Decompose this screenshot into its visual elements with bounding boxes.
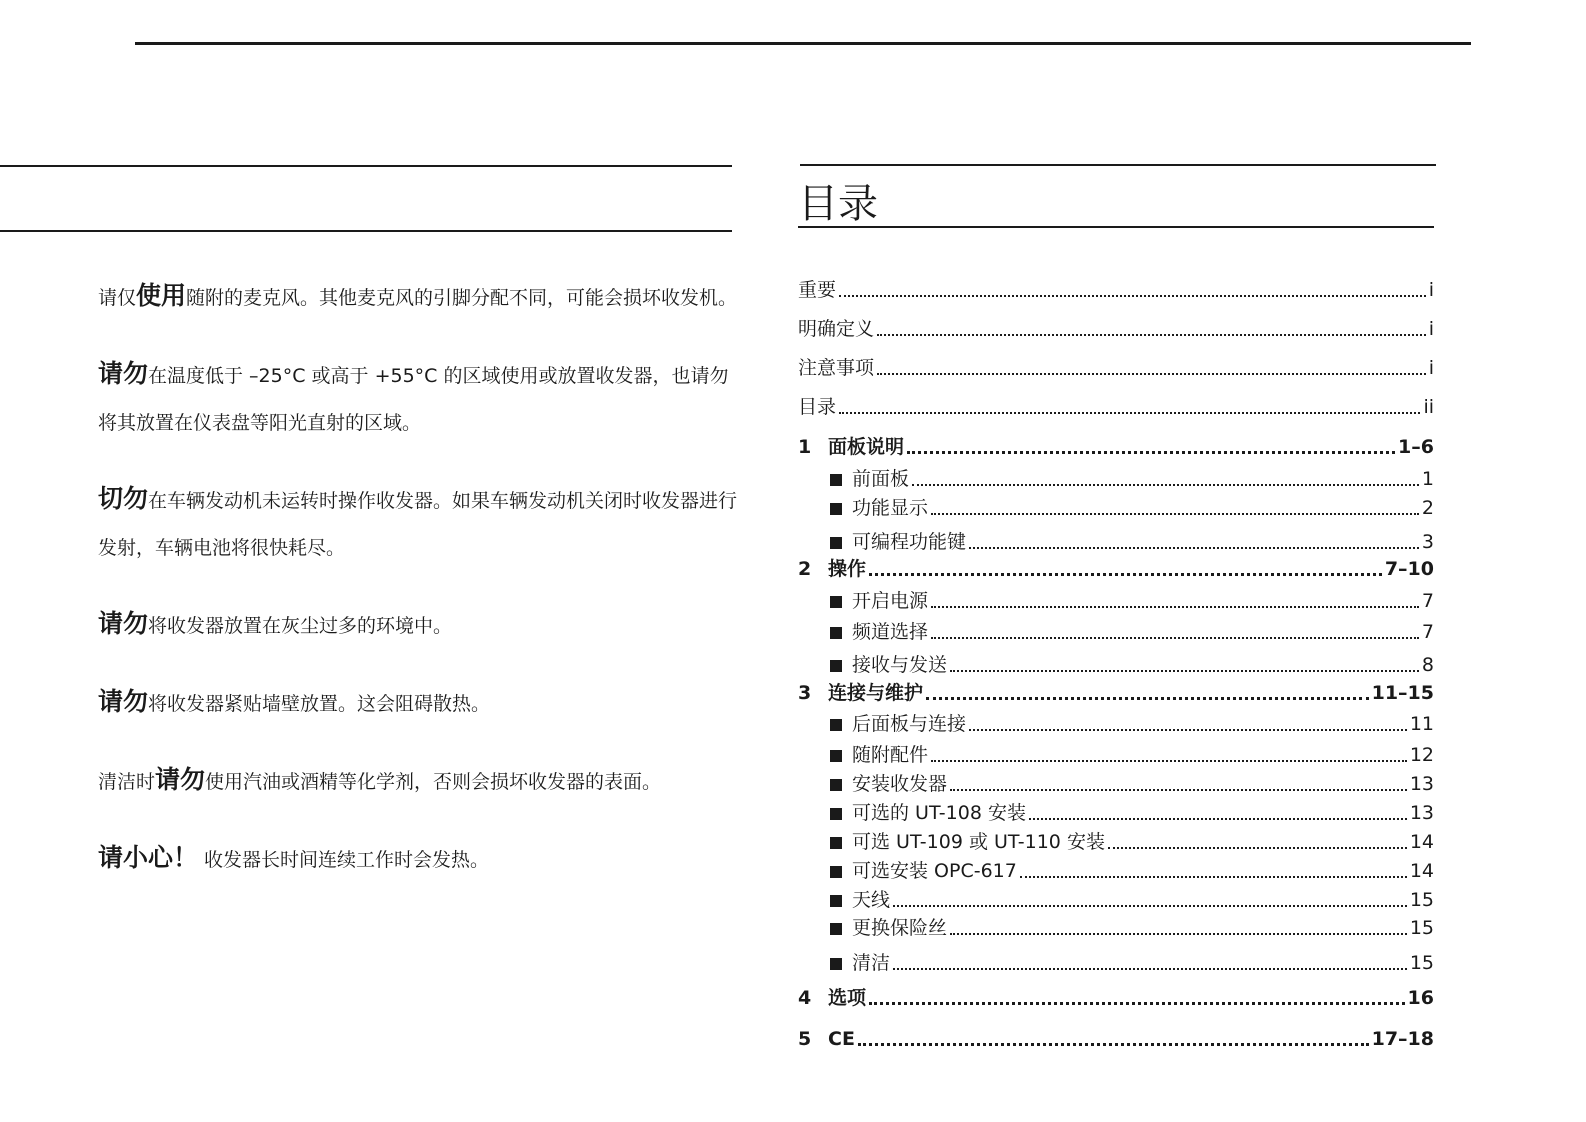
square-bullet-icon — [830, 537, 842, 549]
note-text: 将收发器放置在灰尘过多的环境中。 — [148, 615, 453, 637]
toc-dot-leader — [893, 904, 1407, 907]
note-text: 随附的麦克风。其他麦克风的引脚分配不同，可能会损坏收发机。 — [186, 287, 738, 309]
toc-label: 选项 — [828, 987, 867, 1009]
toc-title: 目录 — [798, 181, 878, 227]
square-bullet-icon — [830, 627, 842, 639]
toc-section-number: 4 — [798, 987, 812, 1009]
toc-subentry — [798, 951, 1434, 975]
toc-section — [798, 681, 1434, 705]
toc-subentry — [798, 859, 1434, 883]
toc-section-number: 5 — [798, 1028, 812, 1050]
toc-dot-leader — [877, 333, 1426, 336]
note-emphasis: 请勿 — [98, 609, 149, 638]
square-bullet-icon — [830, 660, 842, 672]
toc-label: 可选安装 OPC-617 — [852, 860, 1017, 882]
toc-label: 重要 — [798, 279, 837, 301]
toc-dot-leader — [869, 572, 1382, 576]
toc-subentry — [798, 830, 1434, 854]
note-text-pre: 请仅 — [98, 287, 137, 309]
toc-label: 注意事项 — [798, 357, 875, 379]
square-bullet-icon — [830, 866, 842, 878]
toc-dot-leader — [907, 450, 1395, 454]
note-text: 收发器长时间连续工作时会发热。 — [198, 849, 490, 871]
toc-section — [798, 1027, 1434, 1051]
toc-dot-leader — [926, 696, 1369, 700]
toc-page-number: 15 — [1409, 889, 1434, 911]
toc-subentry — [798, 530, 1434, 554]
toc-label: 天线 — [852, 889, 891, 911]
toc-entry — [798, 356, 1434, 380]
toc-label: 接收与发送 — [852, 654, 948, 676]
toc-dot-leader — [893, 967, 1407, 970]
toc-subentry — [798, 496, 1434, 520]
toc-dot-leader — [969, 728, 1407, 731]
toc-page-number: 15 — [1409, 917, 1434, 939]
toc-section — [798, 986, 1434, 1010]
toc-dot-leader — [931, 636, 1419, 639]
toc-label: 明确定义 — [798, 318, 875, 340]
toc-label: 更换保险丝 — [852, 917, 948, 939]
square-bullet-icon — [830, 923, 842, 935]
precaution-note — [98, 834, 738, 884]
toc-subentry — [798, 712, 1434, 736]
square-bullet-icon — [830, 474, 842, 486]
toc-label: 随附配件 — [852, 744, 929, 766]
toc-entry — [798, 278, 1434, 302]
toc-subentry — [798, 743, 1434, 767]
precaution-note — [98, 475, 738, 572]
right-header-rule-top — [800, 164, 1436, 166]
toc-dot-leader — [912, 483, 1419, 486]
toc-subentry — [798, 801, 1434, 825]
toc-label: 安装收发器 — [852, 773, 948, 795]
toc-subentry — [798, 467, 1434, 491]
toc-dot-leader — [1029, 817, 1407, 820]
toc-subentry — [798, 620, 1434, 644]
toc-subentry — [798, 916, 1434, 940]
precaution-note — [98, 272, 738, 322]
top-rule — [135, 42, 1471, 45]
toc-title-underline — [798, 226, 1434, 228]
toc-page-number: 1 — [1421, 468, 1434, 490]
toc-subentry — [798, 653, 1434, 677]
toc-label: 可选 UT-109 或 UT-110 安装 — [852, 831, 1105, 853]
toc-dot-leader — [869, 1001, 1405, 1005]
left-header-rule-bottom — [0, 230, 732, 232]
toc-page-number: 13 — [1409, 802, 1434, 824]
square-bullet-icon — [830, 779, 842, 791]
toc-dot-leader — [950, 932, 1407, 935]
toc-subentry — [798, 589, 1434, 613]
note-text: 使用汽油或酒精等化学剂，否则会损坏收发器的表面。 — [205, 771, 662, 793]
square-bullet-icon — [830, 719, 842, 731]
note-emphasis: 切勿 — [98, 484, 149, 513]
toc-dot-leader — [931, 605, 1419, 608]
toc-dot-leader — [931, 759, 1407, 762]
toc-dot-leader — [931, 512, 1419, 515]
toc-page-number: 15 — [1409, 952, 1434, 974]
square-bullet-icon — [830, 503, 842, 515]
toc-page-number: 7 — [1421, 621, 1434, 643]
toc-dot-leader — [1020, 875, 1407, 878]
square-bullet-icon — [830, 895, 842, 907]
toc-dot-leader — [877, 372, 1426, 375]
precaution-note — [98, 600, 738, 650]
toc-label: 面板说明 — [828, 436, 905, 458]
note-text: 在车辆发动机未运转时操作收发器。如果车辆发动机关闭时收发器进行发射，车辆电池将很快耗尽。 — [98, 490, 738, 559]
note-emphasis: 使用 — [136, 281, 187, 310]
toc-section-number: 2 — [798, 558, 812, 580]
precaution-note — [98, 756, 738, 806]
toc-page-number: 12 — [1409, 744, 1434, 766]
square-bullet-icon — [830, 596, 842, 608]
toc-page-number: 16 — [1407, 987, 1434, 1009]
precaution-notes — [98, 272, 738, 912]
toc-page-number: 3 — [1421, 531, 1434, 553]
toc-label: 目录 — [798, 396, 837, 418]
square-bullet-icon — [830, 750, 842, 762]
toc-page-number: 11–15 — [1371, 682, 1434, 704]
note-text: 将收发器紧贴墙壁放置。这会阻碍散热。 — [148, 693, 491, 715]
toc-section-number: 3 — [798, 682, 812, 704]
toc-label: 前面板 — [852, 468, 910, 490]
toc-label: 开启电源 — [852, 590, 929, 612]
toc-page-number: 11 — [1409, 713, 1434, 735]
toc-page-number: 1–6 — [1398, 436, 1434, 458]
toc-page-number: 13 — [1409, 773, 1434, 795]
toc-section-number: 1 — [798, 436, 812, 458]
toc-page-number: i — [1428, 279, 1434, 301]
toc-dot-leader — [969, 546, 1419, 549]
toc-entry — [798, 395, 1434, 419]
toc-dot-leader — [858, 1042, 1369, 1046]
toc-subentry — [798, 888, 1434, 912]
precaution-note — [98, 350, 738, 447]
toc-section — [798, 435, 1434, 459]
toc-page-number: i — [1428, 357, 1434, 379]
left-header-rule-top — [0, 165, 732, 167]
toc-label: 操作 — [828, 558, 867, 580]
toc-label: 清洁 — [852, 952, 891, 974]
toc-label: 后面板与连接 — [852, 713, 967, 735]
toc-label: 频道选择 — [852, 621, 929, 643]
toc-dot-leader — [950, 788, 1407, 791]
toc-section — [798, 557, 1434, 581]
toc-label: CE — [828, 1028, 855, 1050]
toc-dot-leader — [950, 669, 1419, 672]
toc-page-number: 7 — [1421, 590, 1434, 612]
toc-label: 连接与维护 — [828, 682, 924, 704]
toc-page-number: 17–18 — [1371, 1028, 1434, 1050]
toc-label: 可选的 UT-108 安装 — [852, 802, 1026, 824]
toc-dot-leader — [1108, 846, 1407, 849]
toc-label: 功能显示 — [852, 497, 929, 519]
toc-page-number: ii — [1423, 396, 1434, 418]
toc-entry — [798, 317, 1434, 341]
precaution-note — [98, 678, 738, 728]
note-text: 在温度低于 –25°C 或高于 +55°C 的区域使用或放置收发器，也请勿将其放置在仪表盘等阳光直射的区域。 — [98, 365, 729, 434]
note-emphasis: 请勿 — [98, 687, 149, 716]
toc-label: 可编程功能键 — [852, 531, 967, 553]
note-emphasis: 请勿 — [155, 765, 206, 794]
toc-page-number: 8 — [1421, 654, 1434, 676]
toc-page-number: 14 — [1409, 831, 1434, 853]
toc-page-number: i — [1428, 318, 1434, 340]
toc-dot-leader — [839, 294, 1426, 297]
note-emphasis: 请勿 — [98, 359, 149, 388]
toc-page-number: 7–10 — [1384, 558, 1434, 580]
toc-subentry — [798, 772, 1434, 796]
note-emphasis: 请小心！ — [98, 843, 199, 872]
toc-page-number: 14 — [1409, 860, 1434, 882]
square-bullet-icon — [830, 958, 842, 970]
note-text-pre: 清洁时 — [98, 771, 156, 793]
square-bullet-icon — [830, 837, 842, 849]
square-bullet-icon — [830, 808, 842, 820]
toc-page-number: 2 — [1421, 497, 1434, 519]
toc-dot-leader — [839, 411, 1420, 414]
